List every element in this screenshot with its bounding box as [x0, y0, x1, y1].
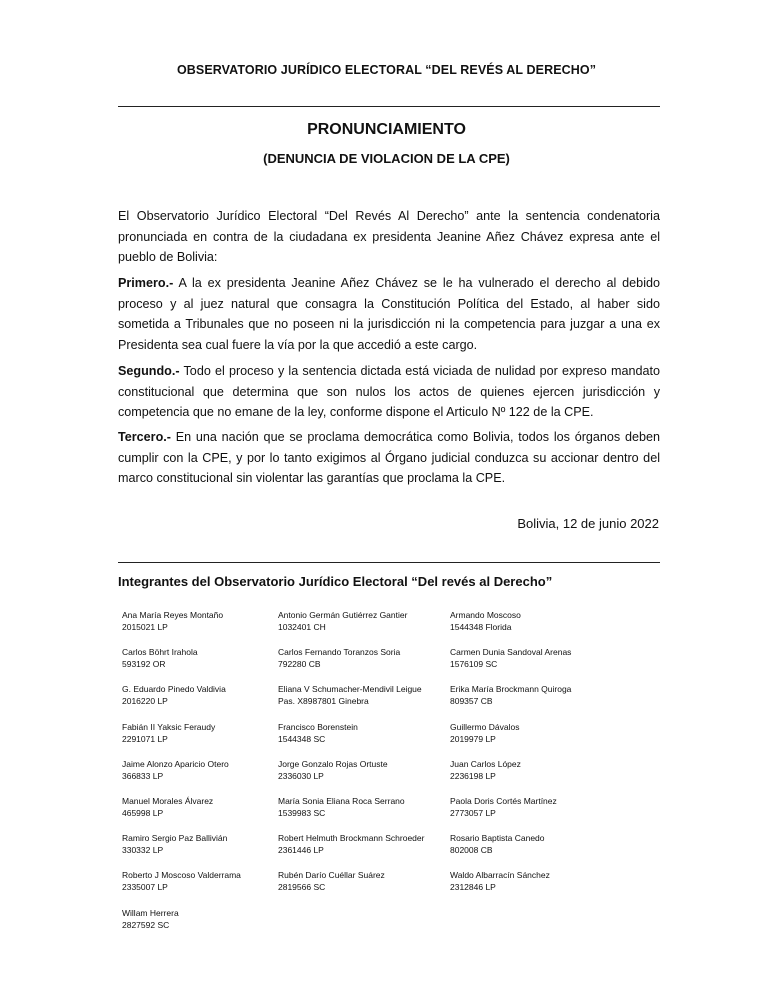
member-row [122, 869, 662, 906]
member-name: Waldo Albarracín Sánchez [450, 870, 550, 881]
member-entry [450, 721, 519, 745]
member-row [122, 609, 662, 646]
members-grid [122, 609, 662, 944]
member-id: 2015021 LP [122, 622, 168, 632]
member-entry [450, 758, 521, 782]
point-first-text: A la ex presidenta Jeanine Añez Chávez se le ha vulnerado el derecho al debido proceso y al juez natural que consagra la Constitución Política del Estado, al haber sido sometida a Tribunales que no poseen ni la jurisdicción ni la competencia para juzgar a una ex Presidenta sea cual fuere la vía por la que accedió a este cargo. [118, 276, 660, 352]
member-name: Juan Carlos López [450, 758, 521, 769]
member-entry [122, 758, 229, 782]
member-name: Manuel Morales Álvarez [122, 795, 214, 806]
point-second-label: Segundo.- [118, 364, 180, 378]
member-id: 2291071 LP [122, 733, 168, 744]
member-entry [278, 758, 388, 782]
member-id: 330332 LP [122, 845, 164, 856]
member-name: Ana María Reyes Montaño [122, 610, 224, 620]
member-entry [278, 832, 424, 856]
member-name: Guillermo Dávalos [450, 721, 520, 732]
member-entry [122, 795, 213, 819]
member-id: 2361446 LP [278, 845, 324, 856]
members-heading: Integrantes del Observatorio Jurídico Electoral “Del revés al Derecho” [118, 574, 553, 589]
point-third-text: En una nación que se proclama democrática como Bolivia, todos los órganos deben cumplir con la CPE, y por lo tanto exigimos al Órgano judicial conduzca su accionar dentro del marco constitucional sin violentar las garantías que proclama la CPE. [118, 430, 660, 486]
intro-paragraph: El Observatorio Jurídico Electoral “Del Revés Al Derecho” ante la sentencia condenatoria pronunciada en contra de la ciudadana ex presidenta Jeanine Añez Chávez expresa ante el pueblo de Bolivia: [118, 209, 660, 265]
member-id: 2827592 SC [122, 919, 170, 930]
header-title: OBSERVATORIO JURÍDICO ELECTORAL “DEL REVÉS AL DERECHO” [176, 63, 597, 77]
header-divider [118, 106, 660, 107]
member-name: Jorge Gonzalo Rojas Ortuste [278, 758, 388, 769]
member-id: 465998 LP [122, 807, 164, 818]
member-row [122, 646, 662, 683]
member-name: Erika María Brockmann Quiroga [450, 684, 572, 695]
document-title: PRONUNCIAMIENTO [307, 121, 466, 138]
point-first-paragraph [118, 273, 660, 355]
member-entry [278, 683, 422, 707]
member-name: Carmen Dunia Sandoval Arenas [450, 647, 572, 658]
member-id: 2819566 SC [278, 882, 326, 893]
member-id: 2236198 LP [450, 770, 496, 781]
member-entry [122, 646, 198, 670]
member-name: Antonio Germán Gutiérrez Gantier [278, 610, 408, 620]
member-id: 1539983 SC [278, 807, 326, 818]
member-id: 2019979 LP [450, 733, 496, 744]
member-entry [122, 683, 226, 707]
members-divider [118, 562, 660, 563]
member-name: Francisco Borenstein [278, 721, 358, 732]
member-entry [450, 609, 521, 633]
member-name: Rubén Darío Cuéllar Suárez [278, 870, 385, 881]
member-id: 2336030 LP [278, 770, 324, 781]
point-third-label: Tercero.- [118, 430, 171, 444]
member-row [122, 758, 662, 795]
member-id: 2335007 LP [122, 882, 168, 893]
member-name: Fabián II Yaksic Feraudy [122, 721, 216, 732]
member-row [122, 721, 662, 758]
member-id: 802008 CB [450, 845, 493, 856]
member-id: 792280 CB [278, 659, 321, 670]
member-name: María Sonia Eliana Roca Serrano [278, 795, 405, 806]
member-entry [278, 795, 405, 819]
point-third-paragraph [118, 427, 660, 489]
member-name: Armando Moscoso [450, 610, 521, 620]
member-id: 1576109 SC [450, 659, 498, 670]
member-entry [450, 646, 571, 670]
member-entry [278, 869, 385, 893]
member-name: G. Eduardo Pinedo Valdivia [122, 684, 226, 695]
member-name: Robert Helmuth Brockmann Schroeder [278, 833, 425, 844]
member-entry [122, 832, 227, 856]
member-entry [450, 832, 545, 856]
member-entry [450, 683, 571, 707]
member-id: 2773057 LP [450, 807, 496, 818]
point-first-label: Primero.- [118, 276, 174, 290]
member-row [122, 683, 662, 720]
member-name: Carlos Böhrt Irahola [122, 647, 198, 658]
member-entry [122, 869, 241, 893]
member-id: 366833 LP [122, 770, 164, 781]
member-name: Carlos Fernando Toranzos Soria [278, 647, 401, 658]
member-name: Roberto J Moscoso Valderrama [122, 870, 241, 881]
member-id: 2016220 LP [122, 696, 168, 707]
document-subtitle: (DENUNCIA DE VIOLACION DE LA CPE) [263, 151, 510, 166]
point-second-text: Todo el proceso y la sentencia dictada está viciada de nulidad por expreso mandato constitucional que determina que son nulos los actos de quienes ejercen jurisdicción y competencia que no emane de la ley, conforme dispone el Articulo Nº 122 de la CPE. [118, 364, 660, 420]
member-entry [122, 907, 179, 931]
document-date: Bolivia, 12 de junio 2022 [517, 516, 659, 531]
member-row [122, 907, 662, 944]
member-id: 1544348 SC [278, 733, 326, 744]
member-row [122, 832, 662, 869]
member-entry [278, 646, 400, 670]
member-name: Paola Doris Cortés Martínez [450, 795, 557, 806]
member-id: 2312846 LP [450, 882, 496, 893]
member-name: Willam Herrera [122, 907, 179, 918]
member-row [122, 795, 662, 832]
member-entry [278, 609, 407, 633]
member-entry [278, 721, 358, 745]
member-name: Rosario Baptista Canedo [450, 833, 545, 844]
member-id: 593192 OR [122, 659, 166, 670]
point-second-paragraph [118, 361, 660, 423]
member-name: Eliana V Schumacher-Mendivil Leigue [278, 684, 422, 695]
member-entry [450, 795, 557, 819]
member-id: Pas. X8987801 Ginebra [278, 696, 369, 707]
member-id: 1032401 CH [278, 622, 326, 632]
member-id: 809357 CB [450, 696, 493, 707]
member-name: Ramiro Sergio Paz Ballivián [122, 833, 228, 844]
member-entry [122, 609, 223, 633]
member-entry [122, 721, 215, 745]
member-name: Jaime Alonzo Aparicio Otero [122, 758, 229, 769]
member-entry [450, 869, 550, 893]
member-id: 1544348 Florida [450, 622, 512, 632]
